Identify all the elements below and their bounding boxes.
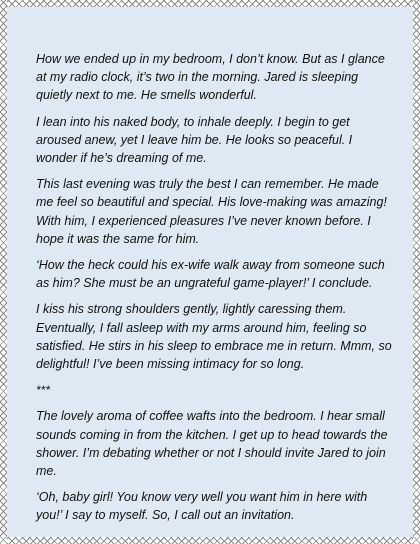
paragraph: This last evening was truly the best I can remember. He made me feel so beautiful and special. His love-making was amazing! With him, I experienced pleasures I’ve never known before. I hope it was the same for him. <box>36 177 387 246</box>
scene-separator: *** <box>36 383 51 398</box>
paragraph: I kiss his strong shoulders gently, lightly caressing them. Eventually, I fall asleep with my arms around him, feeling so satisfied. He stirs in his sleep to embrace me in return. Mmm, so delightful! I’ve been missing intimacy for so long. <box>36 302 392 372</box>
decorative-border-right <box>413 0 420 544</box>
story-text <box>36 50 396 533</box>
decorative-border-bottom <box>0 537 420 544</box>
paragraph: The lovely aroma of coffee wafts into the bedroom. I hear small sounds coming in from the kitchen. I get up to head towards the shower. I’m debating whether or not I should invite Jared to join me. <box>36 409 388 479</box>
paragraph: I lean into his naked body, to inhale deeply. I begin to get aroused anew, yet I leave him be. He looks so peaceful. I wonder if he’s dreaming of me. <box>36 114 353 166</box>
decorative-border-top <box>0 0 420 7</box>
paragraph: ‘Oh, baby girl! You know very well you want him in here with you!’ I say to myself. So, I call out an invitation. <box>36 490 368 523</box>
paragraph: ‘How the heck could his ex-wife walk away from someone such as him? She must be an ungrateful game-player!’ I conclude. <box>36 258 385 291</box>
paragraph: How we ended up in my bedroom, I don’t know. But as I glance at my radio clock, it’s two in the morning. Jared is sleeping quietly next to me. He smells wonderful. <box>36 52 385 103</box>
decorative-border-left <box>0 0 7 544</box>
